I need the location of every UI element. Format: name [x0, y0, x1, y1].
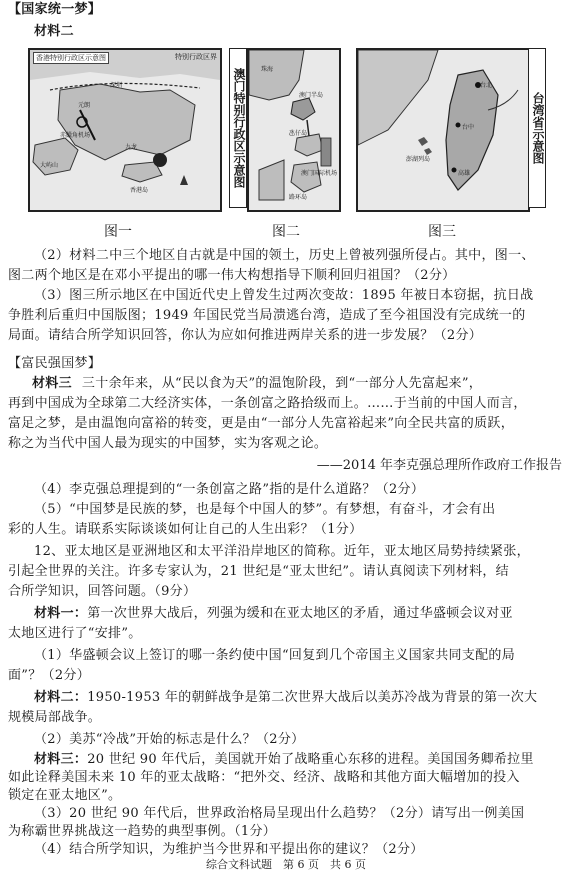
question-3-line-3: 局面。请结合所学知识回答，你认为应如何推进两岸关系的进一步发展？（2分） [8, 328, 483, 343]
figure-caption-3: 图三 [428, 224, 456, 240]
figure-caption-2: 图二 [272, 224, 300, 240]
taiwan-map-title-strip: 台湾省示意图 [528, 48, 546, 208]
material-three-text-1: 三十余年来，从“民以食为天”的温饱阶段，到“一部分人先富起来”， [81, 376, 483, 391]
q12-question-3-line-2: 为称霸世界挑战这一趋势的典型事例。（1分） [8, 824, 277, 839]
material-two-label: 材料二 [34, 24, 74, 39]
q12-material-two-text-1: 1950-1953 年的朝鲜战争是第二次世界大战后以美苏冷战为背景的第一次大 [87, 690, 538, 705]
macau-label-coloane: 路环岛 [289, 194, 308, 201]
q12-material-two-label: 材料二： [34, 690, 88, 705]
q12-material-two-line-1 [34, 688, 566, 708]
question-12-intro-3: 合所学知识，回答问题。（9分） [8, 584, 197, 599]
q12-material-one-line-2: 太地区进行了“安排”。 [8, 626, 142, 641]
page-footer: 综合文科试题 第 6 页 共 6 页 [206, 858, 366, 871]
q12-question-2: （2）美苏“冷战”开始的标志是什么？（2分） [34, 732, 305, 747]
map-macau [247, 48, 341, 212]
hong-kong-map-legend: 特别行政区界 [175, 53, 217, 61]
hong-kong-map-title: 香港特别行政区示意图 [33, 52, 109, 64]
q12-material-three-line-3: 锁定在亚太地区”。 [8, 788, 122, 803]
q12-material-three-line-1 [34, 750, 566, 770]
macau-label-zhuhai: 珠海 [261, 66, 274, 73]
taiwan-label-penghu: 澎湖列岛 [406, 156, 431, 163]
section-header-prosperity: 【富民强国梦】 [8, 356, 102, 371]
taiwan-map-drawing [358, 50, 528, 210]
q12-question-1-line-2: 面”？（2分） [8, 668, 91, 683]
question-4: （4）李克强总理提到的“一条创富之路”指的是什么道路？（2分） [34, 482, 425, 497]
question-12-intro-1: 12、亚太地区是亚洲地区和太平洋沿岸地区的简称。近年，亚太地区局势持续紧张， [34, 544, 530, 559]
hk-label-kowloon: 九龙 [125, 144, 138, 151]
q12-material-three-text-1: 20 世纪 90 年代后，美国就开始了战略重心东移的进程。美国国务卿希拉里 [87, 752, 534, 767]
q12-question-4: （4）结合所学知识，为维护当今世界和平提出你的建议？（2分） [34, 842, 424, 857]
q12-material-three-label: 材料三： [34, 752, 88, 767]
question-5-line-1: （5）“中国梦是民族的梦，也是每个中国人的梦”。有梦想，有奋斗，才会有出 [34, 502, 496, 517]
q12-material-three-line-2: 如此诠释美国未来 10 年的亚太战略：“把外交、经济、战略和其他方面大幅增加的投入 [8, 770, 520, 785]
material-three-line-3: 富足之梦，是由温饱向富裕的转变，更是由“一部分人先富裕起来”向全民共富的质跃， [8, 416, 514, 431]
hk-label-hk-island: 香港岛 [130, 187, 149, 194]
question-12-intro-2: 引起全世界的关注。许多专家认为，21 世纪是“亚太世纪”。请认真阅读下列材料，结 [8, 564, 509, 579]
material-three-label: 材料三 [32, 376, 72, 391]
q12-material-one-line-1 [34, 604, 566, 624]
taiwan-label-taipei: 台北 [480, 82, 493, 89]
macau-map-title-strip: 澳门特别行政区示意图 [229, 48, 247, 208]
macau-label-peninsula: 澳门半岛 [299, 92, 324, 99]
hk-label-lantau: 大屿山 [40, 162, 59, 169]
q12-material-one-text-1: 第一次世界大战后，列强为缓和在亚太地区的矛盾，通过华盛顿会议对亚 [87, 606, 513, 621]
section-header-unification: 【国家统一梦】 [8, 2, 102, 17]
hk-label-yuen-long: 元朗 [78, 102, 91, 109]
question-3-line-1: （3）图三所示地区在中国近代史上曾发生过两次变故：1895 年被日本窃据，抗日战 [34, 288, 534, 303]
q12-material-one-label: 材料一： [34, 606, 88, 621]
material-three-source: ——2014 年李克强总理所作政府工作报告 [316, 458, 562, 473]
figure-caption-1: 图一 [104, 224, 132, 240]
material-three-line-4: 称之为当代中国人最为现实的中国梦，实为客观之论。 [8, 436, 328, 451]
hk-label-shenzhen: 深圳 [110, 82, 123, 89]
question-3-line-2: 争胜利后重归中国版图；1949 年国民党当局溃逃台湾，造成了至今祖国没有完成统一的 [8, 308, 526, 323]
question-2-line-2: 图二两个地区是在邓小平提出的哪一伟大构想指导下顺利回归祖国？（2分） [8, 268, 456, 283]
map-hong-kong [28, 48, 222, 212]
macau-label-taipa: 氹仔岛 [289, 130, 308, 137]
question-2-line-1: （2）材料二中三个地区自古就是中国的领土，历史上曾被列强所侵占。其中，图一、 [34, 248, 535, 263]
material-three-line-2: 再到中国成为全球第二大经济实体，一条创富之路拾级而上。……于当前的中国人而言， [8, 396, 527, 411]
macau-label-airport: 澳门国际机场 [301, 170, 338, 177]
q12-question-3-line-1: （3）20 世纪 90 年代后，世界政治格局呈现出什么趋势？（2分）请写出一例美国 [34, 806, 525, 821]
material-three-line-1 [8, 374, 566, 394]
question-5-line-2: 彩的人生。请联系实际谈谈如何让自己的人生出彩？（1分） [8, 522, 363, 537]
taiwan-label-kaohsiung: 高雄 [458, 170, 471, 177]
q12-material-two-line-2: 规模局部战争。 [8, 710, 102, 725]
q12-question-1-line-1: （1）华盛顿会议上签订的哪一条约使中国“回复到几个帝国主义国家共同支配的局 [34, 648, 516, 663]
map-taiwan [356, 48, 530, 212]
hk-label-airport: 赤鱲角机场 [60, 132, 91, 139]
hong-kong-map-drawing [30, 50, 220, 210]
taiwan-label-taichung: 台中 [462, 124, 475, 131]
